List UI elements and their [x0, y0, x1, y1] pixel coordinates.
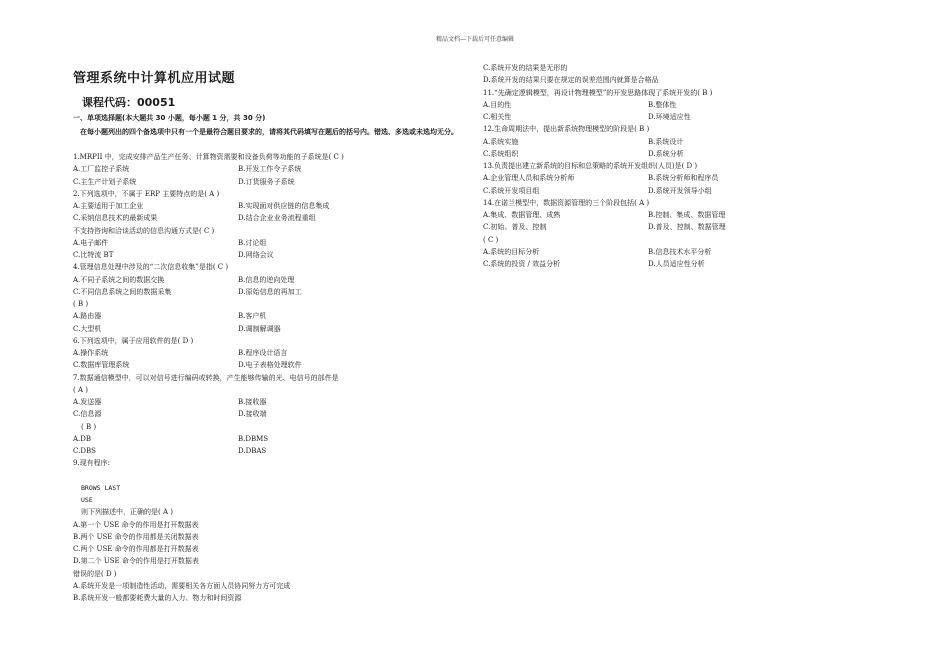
code-line: BROWS LAST	[81, 483, 121, 492]
option-row	[73, 176, 463, 188]
option-text: B.控制、集成、数据管理	[648, 211, 726, 219]
question-line: 9.现有程序:	[73, 459, 111, 468]
question-line	[73, 470, 463, 482]
option-row	[73, 323, 463, 335]
option-row	[73, 212, 463, 224]
option-text: C.系统开发项目组	[483, 186, 540, 195]
option-row	[73, 396, 463, 408]
option-text: C.系统组织	[483, 149, 519, 158]
option-text: B.信息技术水平分析	[648, 247, 712, 256]
option-text: C.不同信息系统之间的数据采集	[73, 287, 172, 296]
question-line: 14.在诺兰模型中，数据资源管理的三个阶段包括( A )	[483, 198, 650, 207]
option-text: C.数据库管理系统	[73, 361, 130, 370]
question-line: C.两个 USE 命令的作用都是打开数据表	[73, 545, 199, 553]
question-line: C.系统开发的结果是无形的	[483, 64, 568, 72]
option-row	[483, 246, 883, 258]
option-row	[483, 185, 883, 197]
option-row	[483, 258, 883, 270]
option-text: A.系统实施	[483, 137, 519, 146]
page-header: 精品文档---下载后可任意编辑	[435, 36, 515, 43]
question-line: 2.下列选项中，不属于 ERP 主要特点的是( A )	[73, 189, 220, 198]
option-text: C.信息源	[73, 410, 102, 419]
question-line: 1.MRPII 中，完成安排产品生产任务、计算物资需要和设备负荷等功能的子系统是( C )	[73, 153, 344, 161]
question-line: 13.负责提出建立新系统的目标和总策略的系统开发组织(人员)是( D )	[483, 162, 698, 170]
option-row	[73, 249, 463, 261]
option-row	[73, 347, 463, 359]
question-line: D.系统开发的结果只要在规定的误差范围内就算是合格品	[483, 76, 659, 85]
option-text: C.比特流 BT	[73, 251, 114, 259]
option-text: D.订货服务子系统	[238, 177, 295, 186]
option-row	[73, 310, 463, 322]
option-text: C.相关性	[483, 113, 512, 121]
option-text: C.采纳信息技术的最新成果	[73, 214, 158, 223]
option-text: B.系统分析师和程序员	[648, 174, 719, 183]
option-text: D.结合企业业务流程重组	[238, 214, 316, 223]
option-text: D.调制解调器	[238, 324, 281, 333]
question-line: 错误的是( D )	[73, 569, 117, 578]
option-text: D.原始信息的再加工	[238, 287, 302, 296]
question-line: B.系统开发一般都要耗费大量的人力、物力和时间资源	[73, 594, 242, 602]
option-row	[73, 408, 463, 420]
option-text: C.初始、普及、控制	[483, 223, 547, 232]
option-text: A.电子邮件	[73, 238, 109, 247]
option-text: D.网络会议	[238, 251, 274, 259]
section-title: 一、单项选择题(本大题共 30 小题，每小题 1 分，共 30 分)	[73, 114, 266, 122]
exam-title: 管理系统中计算机应用试题	[73, 71, 236, 86]
option-row	[73, 237, 463, 249]
option-row	[483, 172, 883, 184]
question-line: ( B )	[81, 422, 97, 431]
option-text: D.人员适应性分析	[648, 260, 705, 268]
option-text: B.开发工作令子系统	[238, 165, 302, 174]
option-text: A.集成、数据管理、成熟	[483, 211, 561, 219]
question-line: B.两个 USE 命令的作用都是关闭数据表	[73, 532, 199, 541]
option-text: C.主生产计划子系统	[73, 177, 137, 186]
option-row	[483, 99, 883, 111]
option-row	[73, 445, 463, 457]
option-text: A.DB	[73, 434, 92, 443]
option-text: D.接收端	[238, 410, 267, 419]
option-row	[483, 111, 883, 123]
option-text: C.系统的投资 / 效益分析	[483, 260, 561, 268]
question-line: 4.管理信息处理中涉及的“二次信息收集”是指( C )	[73, 263, 229, 272]
option-text: B.讨论组	[238, 238, 267, 247]
option-row	[483, 148, 883, 160]
option-text: D.系统开发领导小组	[648, 186, 712, 195]
option-text: A.操作系统	[73, 349, 109, 357]
option-row	[483, 136, 883, 148]
course-code: 课程代码：00051	[82, 96, 176, 109]
option-text: D.普及、控制、数据管理	[648, 223, 726, 232]
option-text: D.系统分析	[648, 149, 684, 158]
code-line: USE	[81, 496, 93, 504]
option-text: A.目的性	[483, 100, 512, 109]
option-text: C.DBS	[73, 447, 96, 455]
option-text: A.发送器	[73, 398, 102, 406]
option-text: A.企业管理人员和系统分析师	[483, 174, 575, 183]
question-line: ( C )	[483, 235, 499, 244]
option-text: C.大型机	[73, 324, 102, 333]
option-row	[73, 163, 463, 175]
option-row	[483, 221, 883, 233]
right-column	[483, 62, 883, 270]
option-row	[73, 200, 463, 212]
option-text: A.不同子系统之间的数据交换	[73, 275, 165, 284]
option-text: D.DBAS	[238, 447, 267, 455]
instructions: 在每小题列出的四个备选项中只有一个是最符合题目要求的，请将其代码填写在题后的括号内。错选、多选或未选均无分。	[80, 128, 458, 136]
option-text: B.整体性	[648, 100, 677, 109]
question-line: 12.生命周期法中，提出新系统物理模型的阶段是( B )	[483, 125, 650, 134]
option-text: D.环境适应性	[648, 113, 691, 121]
option-row	[73, 359, 463, 371]
question-line: D.第二个 USE 命令的作用是打开数据表	[73, 557, 199, 566]
option-text: B.接收器	[238, 398, 267, 406]
question-line: ( B )	[73, 300, 89, 308]
question-line: A.系统开发是一项制造性活动，需要相关各方面人员协同努力方可完成	[73, 581, 291, 590]
question-line: 7.数据通信模型中，可以对信号进行编码或转换，产生能够传输的光、电信号的部件是	[73, 373, 339, 382]
option-text: A.路由器	[73, 312, 102, 321]
question-line: 6.下列选项中，属于应用软件的是( D )	[73, 336, 194, 345]
question-line: 则下列描述中，正确的是( A )	[81, 508, 173, 517]
option-row	[73, 286, 463, 298]
option-row	[73, 274, 463, 286]
question-line: 不支持咨询和洽谈活动的信息沟通方式是( C )	[73, 226, 215, 235]
option-text: A.工厂监控子系统	[73, 165, 130, 174]
option-text: B.程序设计语言	[238, 349, 288, 357]
option-row	[73, 433, 463, 445]
question-line: A.第一个 USE 命令的作用是打开数据表	[73, 520, 199, 529]
option-text: B.实现面对供应链的信息集成	[238, 202, 330, 210]
question-line: ( A )	[73, 385, 88, 394]
option-row	[483, 209, 883, 221]
left-column	[73, 151, 463, 604]
option-text: B.客户机	[238, 312, 267, 321]
option-text: B.系统设计	[648, 137, 684, 146]
option-text: B.DBMS	[238, 434, 269, 443]
question-line: 11.“先确定逻辑模型，再设计物理模型”的开发思路体现了系统开发的( B )	[483, 88, 713, 97]
option-text: A.系统的目标分析	[483, 247, 540, 256]
option-text: D.电子表格处理软件	[238, 361, 302, 370]
option-text: B.信息的逆向处理	[238, 275, 295, 284]
option-text: A.主要适用于加工企业	[73, 202, 144, 210]
